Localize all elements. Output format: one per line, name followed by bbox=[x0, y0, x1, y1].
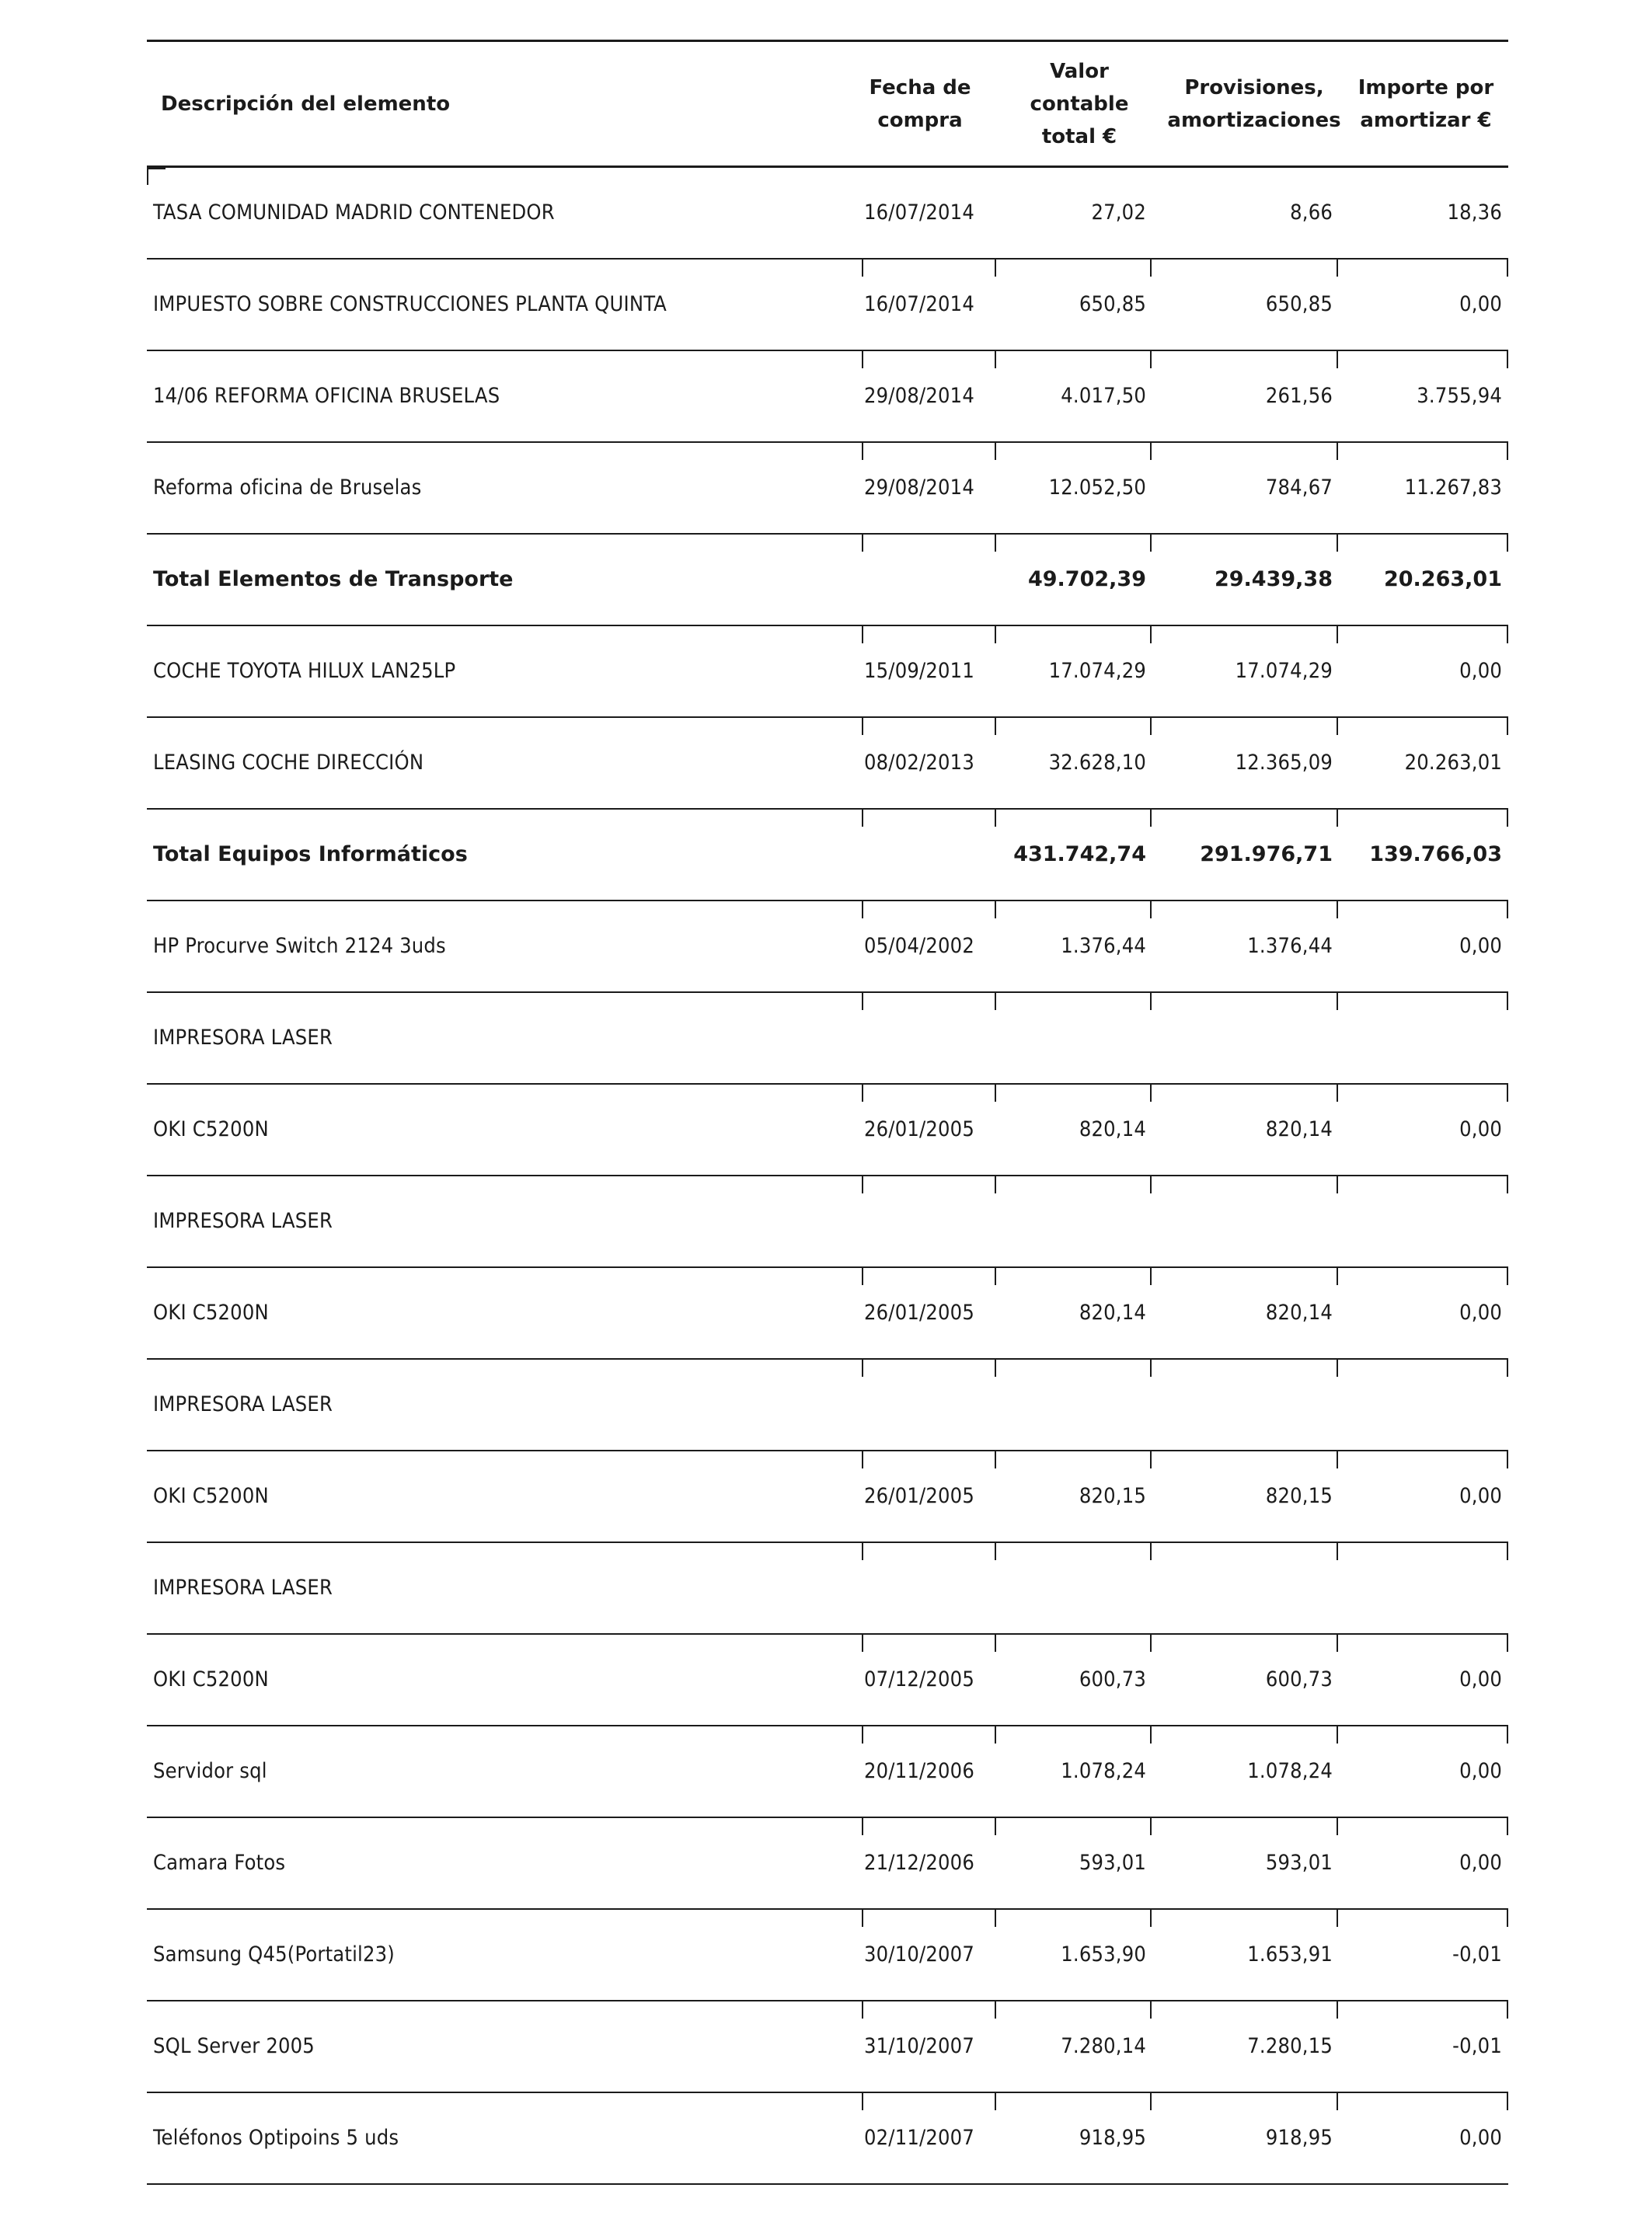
row-tick bbox=[1150, 1726, 1152, 1744]
table-row bbox=[147, 168, 1508, 260]
cell-remaining: 3.755,94 bbox=[1417, 383, 1502, 408]
table-row bbox=[147, 626, 1508, 718]
table-row bbox=[147, 260, 1508, 351]
row-tick bbox=[1150, 718, 1152, 735]
cell-book-value: 593,01 bbox=[1079, 1850, 1146, 1875]
cell-description: OKI C5200N bbox=[153, 1117, 269, 1141]
row-tick bbox=[1150, 1451, 1152, 1468]
row-tick bbox=[995, 443, 996, 460]
row-tick-marks bbox=[147, 1818, 1508, 1835]
cell-book-value: 1.653,90 bbox=[1061, 1942, 1146, 1967]
row-tick bbox=[1507, 626, 1508, 643]
cell-provisions: 7.280,15 bbox=[1247, 2033, 1333, 2058]
row-tick bbox=[1507, 810, 1508, 827]
row-tick bbox=[1337, 443, 1338, 460]
cell-purchase-date: 07/12/2005 bbox=[864, 1667, 974, 1691]
row-tick bbox=[995, 1818, 996, 1835]
cell-provisions bbox=[1149, 1377, 1333, 1431]
row-tick bbox=[862, 1085, 863, 1102]
row-tick bbox=[995, 1635, 996, 1652]
cell-provisions bbox=[1149, 1010, 1333, 1064]
cell-provisions: 1.653,91 bbox=[1247, 1942, 1333, 1967]
row-tick-marks bbox=[147, 993, 1508, 1010]
cell-description: IMPUESTO SOBRE CONSTRUCCIONES PLANTA QUINTA bbox=[153, 291, 667, 316]
row-tick bbox=[995, 1176, 996, 1193]
table-total-row bbox=[147, 810, 1508, 901]
row-tick bbox=[1337, 1726, 1338, 1744]
cell-provisions: 820,14 bbox=[1265, 1117, 1333, 1141]
row-tick bbox=[1337, 626, 1338, 643]
row-tick bbox=[995, 260, 996, 277]
row-tick-marks bbox=[147, 1451, 1508, 1468]
row-tick bbox=[1337, 260, 1338, 277]
row-tick bbox=[1150, 993, 1152, 1010]
cell-remaining: 11.267,83 bbox=[1404, 475, 1502, 500]
row-tick bbox=[1507, 1451, 1508, 1468]
row-tick-marks bbox=[147, 535, 1508, 552]
cell-remaining bbox=[1336, 1193, 1502, 1248]
row-tick bbox=[1337, 535, 1338, 552]
cell-book-value bbox=[994, 1560, 1146, 1615]
row-tick-marks bbox=[147, 901, 1508, 918]
row-tick bbox=[1337, 1635, 1338, 1652]
cell-remaining: 0,00 bbox=[1459, 1117, 1502, 1141]
cell-description: Teléfonos Optipoins 5 uds bbox=[153, 2125, 399, 2150]
cell-book-value: 49.702,39 bbox=[1027, 566, 1146, 591]
row-tick bbox=[1507, 1635, 1508, 1652]
cell-description: IMPRESORA LASER bbox=[153, 1025, 333, 1050]
cell-purchase-date: 16/07/2014 bbox=[864, 291, 974, 316]
header-book-value: Valor contable total € bbox=[1030, 59, 1129, 148]
row-tick bbox=[862, 901, 863, 918]
row-tick bbox=[862, 626, 863, 643]
cell-provisions: 29.439,38 bbox=[1214, 566, 1333, 591]
row-tick bbox=[995, 1726, 996, 1744]
row-tick bbox=[862, 443, 863, 460]
table-row bbox=[147, 1910, 1508, 2001]
row-tick bbox=[1150, 1176, 1152, 1193]
row-tick bbox=[1337, 2093, 1338, 2110]
cell-purchase-date: 15/09/2011 bbox=[864, 658, 974, 683]
table-row bbox=[147, 1543, 1508, 1635]
cell-book-value: 7.280,14 bbox=[1061, 2033, 1146, 2058]
cell-provisions: 593,01 bbox=[1265, 1850, 1333, 1875]
cell-purchase-date: 26/01/2005 bbox=[864, 1300, 974, 1325]
cell-description: LEASING COCHE DIRECCIÓN bbox=[153, 750, 424, 775]
row-tick bbox=[995, 626, 996, 643]
row-tick bbox=[1507, 443, 1508, 460]
cell-book-value: 918,95 bbox=[1079, 2125, 1146, 2150]
row-tick-marks bbox=[147, 1085, 1508, 1102]
row-tick bbox=[995, 2093, 996, 2110]
row-tick-marks bbox=[147, 1360, 1508, 1377]
cell-purchase-date: 26/01/2005 bbox=[864, 1483, 974, 1508]
row-tick bbox=[1337, 718, 1338, 735]
cell-remaining: 20.263,01 bbox=[1404, 750, 1502, 775]
cell-purchase-date bbox=[846, 1560, 992, 1615]
row-tick bbox=[862, 1818, 863, 1835]
row-tick bbox=[1150, 901, 1152, 918]
row-tick-marks bbox=[147, 2001, 1508, 2019]
cell-description: IMPRESORA LASER bbox=[153, 1392, 333, 1416]
cell-remaining: 139.766,03 bbox=[1369, 841, 1502, 866]
row-tick bbox=[1507, 1360, 1508, 1377]
row-tick bbox=[1507, 2093, 1508, 2110]
row-tick bbox=[1337, 1543, 1338, 1560]
cell-book-value: 17.074,29 bbox=[1048, 658, 1146, 683]
row-tick bbox=[995, 1543, 996, 1560]
cell-book-value bbox=[994, 1010, 1146, 1064]
row-tick bbox=[147, 168, 148, 185]
row-tick-marks bbox=[147, 626, 1508, 643]
row-tick bbox=[995, 2001, 996, 2019]
cell-provisions: 17.074,29 bbox=[1235, 658, 1333, 683]
row-tick bbox=[862, 260, 863, 277]
header-description: Descripción del elemento bbox=[161, 92, 451, 116]
row-tick bbox=[995, 1268, 996, 1285]
cell-book-value: 600,73 bbox=[1079, 1667, 1146, 1691]
row-tick-marks bbox=[147, 1543, 1508, 1560]
row-tick bbox=[862, 1451, 863, 1468]
cell-description: Total Equipos Informáticos bbox=[153, 841, 468, 866]
cell-purchase-date: 30/10/2007 bbox=[864, 1942, 974, 1967]
row-tick bbox=[1150, 626, 1152, 643]
row-tick bbox=[1150, 1543, 1152, 1560]
row-tick bbox=[1150, 1818, 1152, 1835]
cell-book-value: 32.628,10 bbox=[1048, 750, 1146, 775]
cell-book-value: 820,15 bbox=[1079, 1483, 1146, 1508]
cell-provisions: 1.376,44 bbox=[1247, 933, 1333, 958]
row-tick bbox=[1150, 810, 1152, 827]
row-tick-marks bbox=[147, 1910, 1508, 1927]
cell-purchase-date: 29/08/2014 bbox=[864, 383, 974, 408]
cell-book-value: 650,85 bbox=[1079, 291, 1146, 316]
header-remaining: Importe por amortizar € bbox=[1357, 75, 1494, 132]
row-tick bbox=[1337, 993, 1338, 1010]
row-tick bbox=[1337, 351, 1338, 368]
row-tick bbox=[1507, 535, 1508, 552]
cell-description: HP Procurve Switch 2124 3uds bbox=[153, 933, 446, 958]
row-tick bbox=[1337, 1268, 1338, 1285]
row-tick bbox=[1150, 2093, 1152, 2110]
cell-description: OKI C5200N bbox=[153, 1300, 269, 1325]
cell-book-value: 12.052,50 bbox=[1048, 475, 1146, 500]
cell-purchase-date: 20/11/2006 bbox=[864, 1758, 974, 1783]
cell-remaining: 0,00 bbox=[1459, 933, 1502, 958]
cell-description: 14/06 REFORMA OFICINA BRUSELAS bbox=[153, 383, 500, 408]
row-tick bbox=[995, 535, 996, 552]
cell-purchase-date: 16/07/2014 bbox=[864, 200, 974, 225]
cell-remaining bbox=[1336, 1560, 1502, 1615]
row-tick bbox=[1337, 1451, 1338, 1468]
cell-purchase-date bbox=[846, 1193, 992, 1248]
cell-provisions: 1.078,24 bbox=[1247, 1758, 1333, 1783]
cell-book-value: 820,14 bbox=[1079, 1117, 1146, 1141]
cell-remaining: 0,00 bbox=[1459, 291, 1502, 316]
cell-book-value: 27,02 bbox=[1091, 200, 1146, 225]
row-tick-marks bbox=[147, 1176, 1508, 1193]
row-tick bbox=[995, 1360, 996, 1377]
cell-remaining: 18,36 bbox=[1447, 200, 1502, 225]
row-tick bbox=[1150, 443, 1152, 460]
row-tick bbox=[862, 810, 863, 827]
table-row bbox=[147, 1085, 1508, 1176]
row-tick bbox=[1507, 1176, 1508, 1193]
table-row bbox=[147, 993, 1508, 1085]
cell-description: Servidor sql bbox=[153, 1758, 267, 1783]
row-tick bbox=[1150, 2001, 1152, 2019]
table-row bbox=[147, 1818, 1508, 1910]
cell-description: Camara Fotos bbox=[153, 1850, 286, 1875]
row-tick bbox=[862, 2093, 863, 2110]
cell-remaining: -0,01 bbox=[1452, 2033, 1502, 2058]
cell-remaining bbox=[1336, 1377, 1502, 1431]
header-provisions: Provisiones, amortizaciones bbox=[1167, 75, 1341, 132]
cell-book-value: 1.078,24 bbox=[1061, 1758, 1146, 1783]
row-tick-marks bbox=[147, 260, 1508, 277]
row-tick-marks bbox=[147, 718, 1508, 735]
row-tick bbox=[1507, 1726, 1508, 1744]
row-tick bbox=[995, 1085, 996, 1102]
row-tick-marks bbox=[147, 351, 1508, 368]
cell-book-value bbox=[994, 1193, 1146, 1248]
table-row bbox=[147, 718, 1508, 810]
row-tick bbox=[862, 718, 863, 735]
row-tick-marks bbox=[147, 810, 1508, 827]
cell-provisions: 261,56 bbox=[1265, 383, 1333, 408]
row-tick bbox=[1507, 260, 1508, 277]
row-tick bbox=[1150, 351, 1152, 368]
row-tick bbox=[862, 1726, 863, 1744]
cell-provisions: 918,95 bbox=[1265, 2125, 1333, 2150]
row-tick bbox=[1507, 1910, 1508, 1927]
cell-remaining: 0,00 bbox=[1459, 1300, 1502, 1325]
row-tick bbox=[862, 1268, 863, 1285]
cell-description: Total Elementos de Transporte bbox=[153, 566, 514, 591]
cell-purchase-date: 02/11/2007 bbox=[864, 2125, 974, 2150]
row-tick bbox=[1507, 1818, 1508, 1835]
table-row bbox=[147, 1268, 1508, 1360]
table-row bbox=[147, 1635, 1508, 1726]
cell-provisions: 12.365,09 bbox=[1235, 750, 1333, 775]
table-row bbox=[147, 443, 1508, 535]
row-tick-marks bbox=[147, 168, 1508, 185]
cell-purchase-date bbox=[846, 552, 992, 606]
row-tick bbox=[862, 2001, 863, 2019]
cell-purchase-date bbox=[846, 827, 992, 881]
cell-book-value: 1.376,44 bbox=[1061, 933, 1146, 958]
row-tick bbox=[862, 993, 863, 1010]
row-tick bbox=[1337, 1360, 1338, 1377]
row-tick bbox=[1150, 260, 1152, 277]
row-tick-marks bbox=[147, 1726, 1508, 1744]
row-tick bbox=[1507, 1085, 1508, 1102]
cell-description: OKI C5200N bbox=[153, 1483, 269, 1508]
cell-description: Reforma oficina de Bruselas bbox=[153, 475, 422, 500]
row-tick bbox=[995, 718, 996, 735]
table-row bbox=[147, 1726, 1508, 1818]
cell-remaining bbox=[1336, 1010, 1502, 1064]
row-tick bbox=[862, 1176, 863, 1193]
cell-remaining: 0,00 bbox=[1459, 658, 1502, 683]
cell-purchase-date: 31/10/2007 bbox=[864, 2033, 974, 2058]
cell-remaining: 20.263,01 bbox=[1383, 566, 1502, 591]
row-tick bbox=[1150, 535, 1152, 552]
row-tick bbox=[1337, 1176, 1338, 1193]
cell-book-value: 820,14 bbox=[1079, 1300, 1146, 1325]
row-tick bbox=[1150, 1910, 1152, 1927]
cell-purchase-date bbox=[846, 1377, 992, 1431]
row-tick bbox=[1337, 1085, 1338, 1102]
row-tick bbox=[862, 1543, 863, 1560]
row-tick bbox=[1150, 1360, 1152, 1377]
row-tick bbox=[995, 993, 996, 1010]
cell-remaining: -0,01 bbox=[1452, 1942, 1502, 1967]
row-tick bbox=[995, 810, 996, 827]
row-tick bbox=[995, 901, 996, 918]
cell-book-value: 4.017,50 bbox=[1061, 383, 1146, 408]
row-tick bbox=[1507, 1543, 1508, 1560]
cell-purchase-date: 08/02/2013 bbox=[864, 750, 974, 775]
row-tick-marks bbox=[147, 443, 1508, 460]
row-tick bbox=[1337, 1818, 1338, 1835]
table-row bbox=[147, 2001, 1508, 2093]
row-tick bbox=[1507, 993, 1508, 1010]
table-row bbox=[147, 1176, 1508, 1268]
table-row bbox=[147, 2093, 1508, 2185]
cell-provisions: 650,85 bbox=[1265, 291, 1333, 316]
row-tick bbox=[995, 1910, 996, 1927]
cell-purchase-date: 21/12/2006 bbox=[864, 1850, 974, 1875]
row-tick bbox=[1507, 718, 1508, 735]
row-tick bbox=[995, 351, 996, 368]
header-purchase-date: Fecha de compra bbox=[869, 75, 971, 132]
row-tick bbox=[862, 535, 863, 552]
cell-provisions: 820,14 bbox=[1265, 1300, 1333, 1325]
row-tick bbox=[1337, 1910, 1338, 1927]
cell-remaining: 0,00 bbox=[1459, 1667, 1502, 1691]
row-tick bbox=[862, 351, 863, 368]
row-tick bbox=[1150, 1268, 1152, 1285]
table-row bbox=[147, 351, 1508, 443]
cell-description: OKI C5200N bbox=[153, 1667, 269, 1691]
row-tick bbox=[1150, 1635, 1152, 1652]
table-row bbox=[147, 1451, 1508, 1543]
table-row bbox=[147, 901, 1508, 993]
cell-provisions: 291.976,71 bbox=[1200, 841, 1333, 866]
row-tick bbox=[1337, 901, 1338, 918]
cell-description: IMPRESORA LASER bbox=[153, 1575, 333, 1600]
table-total-row bbox=[147, 535, 1508, 626]
cell-purchase-date bbox=[846, 1010, 992, 1064]
row-tick bbox=[862, 1910, 863, 1927]
cell-provisions bbox=[1149, 1560, 1333, 1615]
cell-provisions bbox=[1149, 1193, 1333, 1248]
cell-purchase-date: 29/08/2014 bbox=[864, 475, 974, 500]
cell-provisions: 784,67 bbox=[1265, 475, 1333, 500]
cell-description: IMPRESORA LASER bbox=[153, 1208, 333, 1233]
row-tick bbox=[1507, 1268, 1508, 1285]
cell-purchase-date: 05/04/2002 bbox=[864, 933, 974, 958]
cell-description: SQL Server 2005 bbox=[153, 2033, 315, 2058]
row-tick bbox=[1507, 901, 1508, 918]
row-tick bbox=[147, 168, 166, 169]
row-tick-marks bbox=[147, 1268, 1508, 1285]
row-tick bbox=[1150, 1085, 1152, 1102]
cell-remaining: 0,00 bbox=[1459, 1758, 1502, 1783]
cell-provisions: 8,66 bbox=[1290, 200, 1333, 225]
cell-description: TASA COMUNIDAD MADRID CONTENEDOR bbox=[153, 200, 555, 225]
cell-book-value bbox=[994, 1377, 1146, 1431]
row-tick bbox=[1507, 351, 1508, 368]
cell-description: COCHE TOYOTA HILUX LAN25LP bbox=[153, 658, 456, 683]
table-row bbox=[147, 1360, 1508, 1451]
cell-book-value: 431.742,74 bbox=[1013, 841, 1146, 866]
cell-remaining: 0,00 bbox=[1459, 1850, 1502, 1875]
row-tick-marks bbox=[147, 1635, 1508, 1652]
row-tick bbox=[1337, 2001, 1338, 2019]
row-tick bbox=[1337, 810, 1338, 827]
cell-provisions: 820,15 bbox=[1265, 1483, 1333, 1508]
cell-remaining: 0,00 bbox=[1459, 2125, 1502, 2150]
row-tick bbox=[862, 1360, 863, 1377]
table-header bbox=[147, 42, 1508, 168]
row-tick bbox=[995, 1451, 996, 1468]
row-tick bbox=[1507, 2001, 1508, 2019]
cell-provisions: 600,73 bbox=[1265, 1667, 1333, 1691]
row-tick-marks bbox=[147, 2093, 1508, 2110]
cell-description: Samsung Q45(Portatil23) bbox=[153, 1942, 395, 1967]
cell-purchase-date: 26/01/2005 bbox=[864, 1117, 974, 1141]
row-tick bbox=[862, 1635, 863, 1652]
cell-remaining: 0,00 bbox=[1459, 1483, 1502, 1508]
